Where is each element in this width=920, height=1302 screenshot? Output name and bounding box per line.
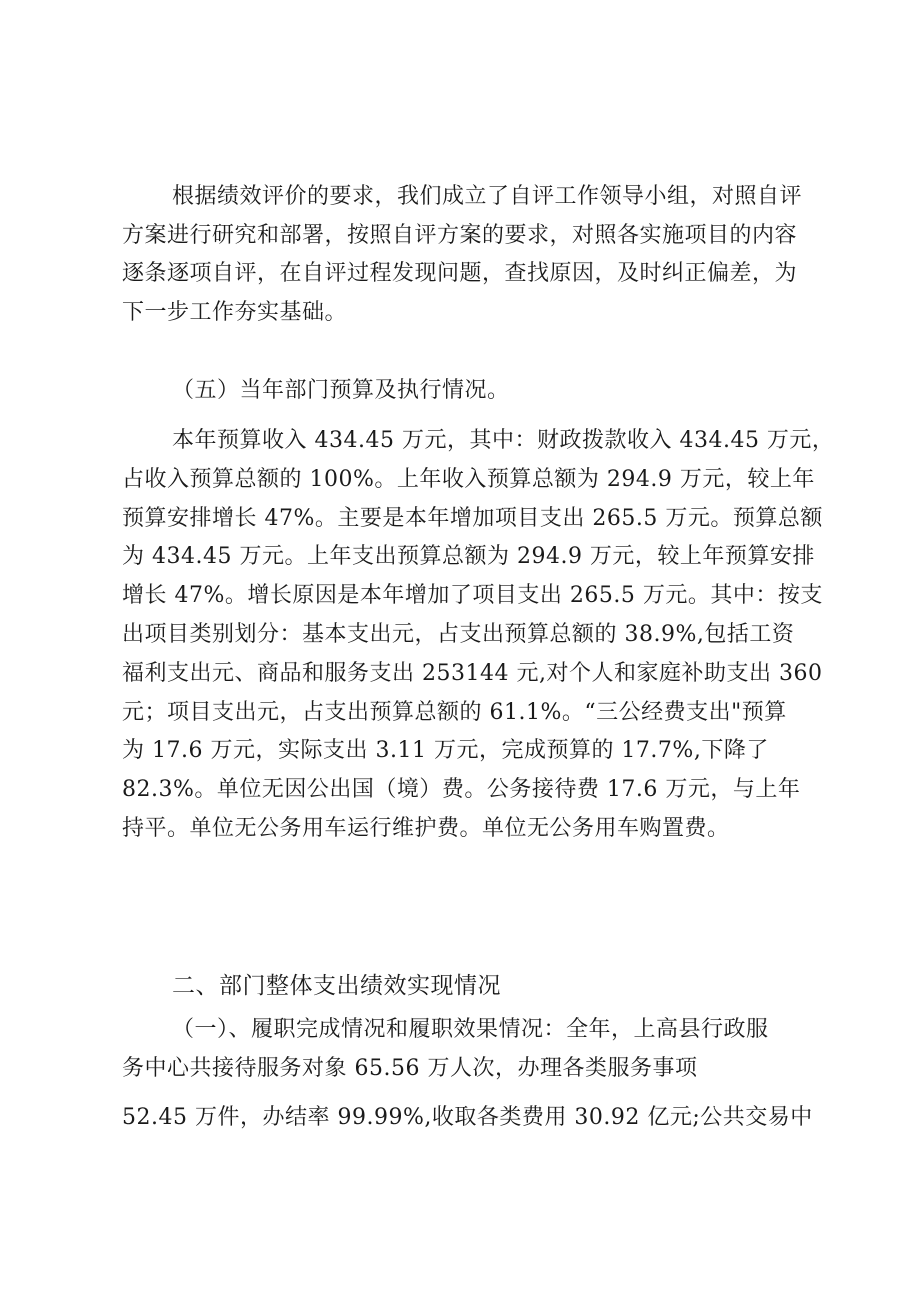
paragraph-performance: [122, 1010, 812, 1088]
text-line: 本年预算收入 434.45 万元，其中：财政拨款收入 434.45 万元，: [172, 428, 835, 453]
paragraph-performance-continued: [122, 1100, 812, 1136]
paragraph-self-evaluation: [122, 178, 812, 332]
section-heading: 二、部门整体支出绩效实现情况: [172, 973, 501, 999]
paragraph-section-5-title: [122, 373, 812, 409]
text-line: （五）当年部门预算及执行情况。: [172, 378, 510, 403]
text-line: 增长 47%。增长原因是本年增加了项目支出 265.5 万元。其中：按支: [122, 583, 823, 609]
text-line: 预算安排增长 47%。主要是本年增加项目支出 265.5 万元。预算总额: [122, 505, 823, 531]
paragraph-budget-execution: [122, 422, 835, 849]
text-line: 为 17.6 万元，实际支出 3.11 万元，完成预算的 17.7%,下降了: [122, 738, 769, 764]
text-line: 82.3%。单位无因公出国（境）费。公务接待费 17.6 万元，与上年: [122, 777, 801, 803]
text-line: 福利支出元、商品和服务支出 253144 元,对个人和家庭补助支出 360: [122, 660, 823, 686]
text-line: 为 434.45 万元。上年支出预算总额为 294.9 万元，较上年预算安排: [122, 544, 815, 570]
text-line: 持平。单位无公务用车运行维护费。单位无公务用车购置费。: [122, 815, 730, 841]
text-line: 52.45 万件，办结率 99.99%,收取各类费用 30.92 亿元;公共交易中: [122, 1105, 813, 1130]
text-line: （一）、履职完成情况和履职效果情况：全年，上高县行政服: [172, 1017, 769, 1042]
text-line: 方案进行研究和部署，按照自评方案的要求，对照各实施项目的内容: [122, 222, 798, 248]
text-line: 根据绩效评价的要求，我们成立了自评工作领导小组，对照自评: [172, 184, 803, 209]
text-line: 占收入预算总额的 100%。上年收入预算总额为 294.9 万元，较上年: [122, 466, 815, 492]
text-line: 逐条逐项自评，在自评过程发现问题，查找原因，及时纠正偏差，为: [122, 261, 798, 286]
text-line: 出项目类别划分：基本支出元，占支出预算总额的 38.9%,包括工资: [122, 621, 795, 647]
text-line: 元；项目支出元，占支出预算总额的 61.1%。“三公经费支出"预算: [122, 699, 787, 725]
text-line: 下一步工作夯实基础。: [122, 299, 348, 325]
text-line: 务中心共接待服务对象 65.56 万人次，办理各类服务事项: [122, 1056, 698, 1081]
